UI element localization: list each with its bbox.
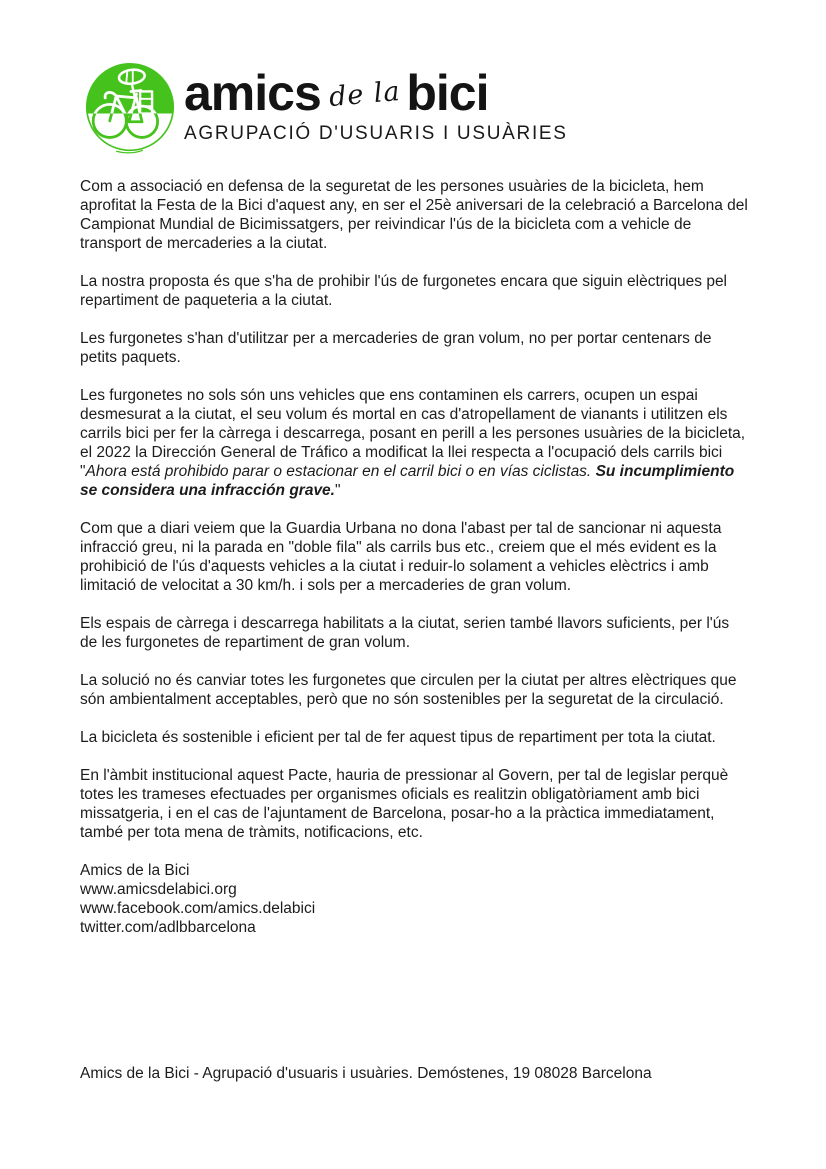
paragraph-institutional: En l'àmbit institucional aquest Pacte, hauria de pressionar al Govern, per tal de legislar perquè totes les trameses efectuades per organismes oficials es realitzin obligatòriament amb bici missatgeria, i en el cas de l'ajuntament de Barcelona, posar-ho a la pràctica immediatament, també per tota mena de tràmits, notificacions, etc. — [80, 767, 729, 841]
brand-word-bici: bici — [406, 65, 489, 121]
logo-subtitle: AGRUPACIÓ D'USUARIS I USUÀRIES — [184, 123, 568, 144]
footer-address: Amics de la Bici - Agrupació d'usuaris i usuàries. Demóstenes, 19 08028 Barcelona — [80, 1065, 652, 1082]
paragraph-intro: Com a associació en defensa de la seguretat de les persones usuàries de la bicicleta, hem aprofitat la Festa de la Bici d'aquest any, en ser el 25è aniversari de la celebració a Barcelona del Campionat Mundial de Bicimissatgers, per reivindicar l'ús de la bicicleta com a vehicle de transport de mercaderies a la ciutat. — [80, 178, 748, 252]
paragraph-bicycle-sustainable: La bicicleta és sostenible i eficient per tal de fer aquest tipus de repartiment per tota la ciutat. — [80, 729, 716, 746]
facebook-link[interactable]: www.facebook.com/amics.delabici — [80, 900, 316, 917]
signature-name: Amics de la Bici — [80, 862, 190, 879]
quote-lead-text: Les furgonetes no sols són uns vehicles que ens contaminen els carrers, ocupen un espai desmesurat a la ciutat, el seu volum és mortal en cas d'atropellament de vianants i utilitzen els carrils bici per fer la càrrega i descarrega, posant en perill a les persones usuàries de la bicicleta, el 2022 la Dirección General de Tráfico a modificat la llei respecta a l'ocupació dels carrils bici " — [80, 387, 746, 480]
quote-italic-text: Ahora está prohibido parar o estacionar en el carril bici o en vías ciclistas. — [85, 463, 596, 480]
brand-word-amics: amics — [184, 65, 321, 121]
letter-body — [80, 177, 750, 937]
paragraph-loading-spaces: Els espais de càrrega i descarrega habilitats a la ciutat, serien també llavors suficients, per l'ús de les furgonetes de repartiment de gran volum. — [80, 615, 730, 651]
quote-closing-mark: " — [335, 482, 341, 499]
twitter-link[interactable]: twitter.com/adlbbarcelona — [80, 919, 256, 936]
paragraph-guardia-urbana: Com que a diari veiem que la Guardia Urbana no dona l'abast per tal de sancionar ni aquesta infracció greu, ni la parada en "doble fila" als carrils bus etc., creiem que el més evident es la prohibició de l'ús d'aquests vehicles a la ciutat i reduir-lo solament a vehicles elèctrics i amb limitació de velocitat a 30 km/h. i sols per a mercaderies de gran volum. — [80, 520, 722, 594]
paragraph-with-quote — [80, 386, 750, 500]
bicycle-logo-icon — [84, 62, 176, 154]
paragraph-vans-use: Les furgonetes s'han d'utilitzar per a mercaderies de gran volum, no per portar centenars de petits paquets. — [80, 330, 712, 366]
brand-name — [184, 65, 568, 121]
signature-block — [80, 861, 750, 937]
paragraph-solution: La solució no és canviar totes les furgonetes que circulen per la ciutat per altres elèctriques que són ambientalment acceptables, però que no són sostenibles per la seguretat de la circulació. — [80, 672, 737, 708]
paragraph-proposal: La nostra proposta és que s'ha de prohibir l'ús de furgonetes encara que siguin elèctriques pel repartiment de paqueteria a la ciutat. — [80, 273, 728, 309]
logo — [84, 62, 568, 154]
quote-bold-italic-text: Su incumplimiento se considera una infracción grave. — [80, 463, 735, 499]
brand-word-de-la: de la — [327, 75, 402, 114]
website-link[interactable]: www.amicsdelabici.org — [80, 881, 237, 898]
logo-wordmark — [184, 62, 568, 145]
